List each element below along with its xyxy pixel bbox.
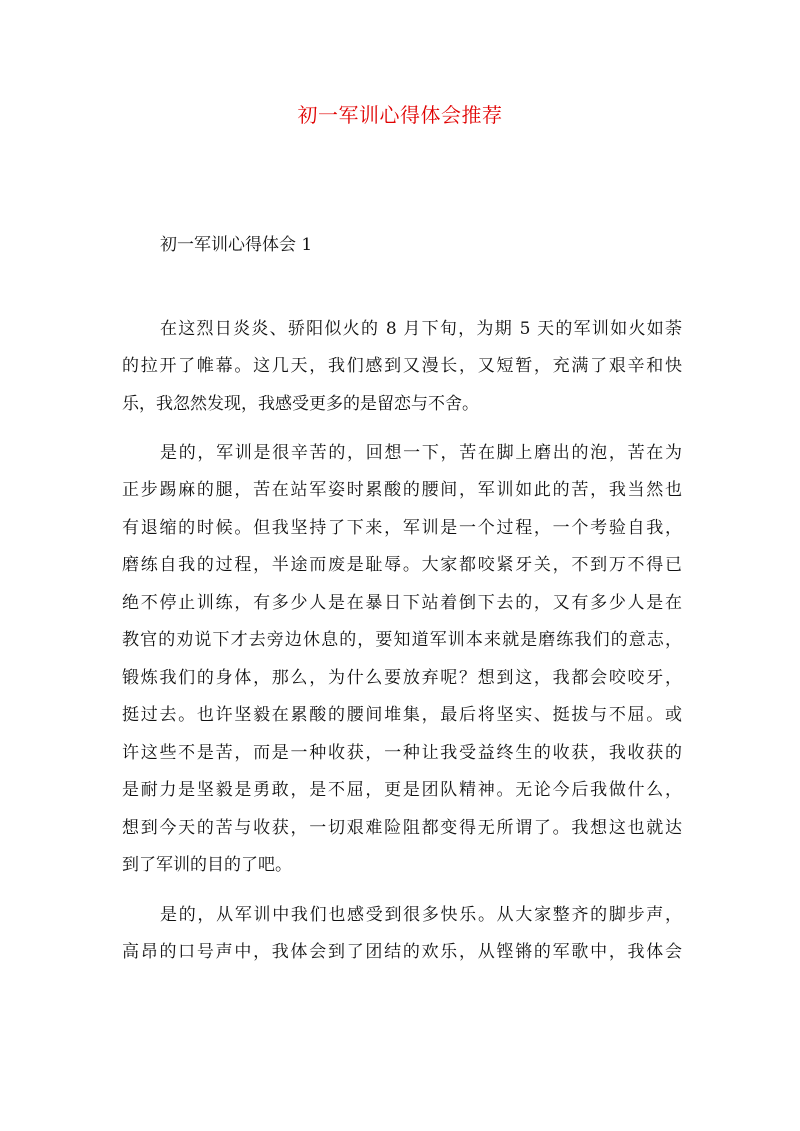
paragraph-3-line-2: 高昂的口号声中，我体会到了团结的欢乐，从铿锵的军歌中，我体会	[122, 942, 682, 962]
paragraph-2-line-1: 是的，军训是很辛苦的，回想一下，苦在脚上磨出的泡，苦在为	[160, 443, 682, 463]
paragraph-2-line-8: 挺过去。也许坚毅在累酸的腰间堆集，最后将坚实、挺拔与不屈。或	[122, 705, 682, 725]
document-title: 初一军训心得体会推荐	[297, 103, 503, 127]
section-heading: 初一军训心得体会 1	[160, 235, 313, 255]
paragraph-3-line-1: 是的，从军训中我们也感受到很多快乐。从大家整齐的脚步声，	[160, 905, 682, 925]
paragraph-2-line-5: 绝不停止训练，有多少人是在暴日下站着倒下去的，又有多少人是在	[122, 593, 682, 613]
paragraph-2-line-2: 正步踢麻的腿，苦在站军姿时累酸的腰间，军训如此的苦，我当然也	[122, 480, 682, 500]
paragraph-1-line-3: 乐，我忽然发现，我感受更多的是留恋与不舍。	[122, 394, 479, 414]
paragraph-2-line-3: 有退缩的时候。但我坚持了下来，军训是一个过程，一个考验自我，	[122, 518, 682, 538]
paragraph-2-line-7: 锻炼我们的身体，那么，为什么要放弃呢？想到这，我都会咬咬牙，	[122, 668, 682, 688]
paragraph-2-line-6: 教官的劝说下才去旁边休息的，要知道军训本来就是磨练我们的意志，	[122, 630, 682, 650]
paragraph-2-line-11: 想到今天的苦与收获，一切艰难险阻都变得无所谓了。我想这也就达	[122, 818, 682, 838]
paragraph-1-line-2: 的拉开了帷幕。这几天，我们感到又漫长，又短暂，充满了艰辛和快	[122, 356, 682, 376]
paragraph-2-line-4: 磨练自我的过程，半途而废是耻辱。大家都咬紧牙关，不到万不得已	[122, 555, 682, 575]
paragraph-2-line-12: 到了军训的目的了吧。	[122, 855, 292, 875]
paragraph-2-line-10: 是耐力是坚毅是勇敢，是不屈，更是团队精神。无论今后我做什么，	[122, 780, 682, 800]
paragraph-1-line-1: 在这烈日炎炎、骄阳似火的 8 月下旬，为期 5 天的军训如火如荼	[160, 319, 682, 339]
paragraph-2-line-9: 许这些不是苦，而是一种收获，一种让我受益终生的收获，我收获的	[122, 743, 682, 763]
